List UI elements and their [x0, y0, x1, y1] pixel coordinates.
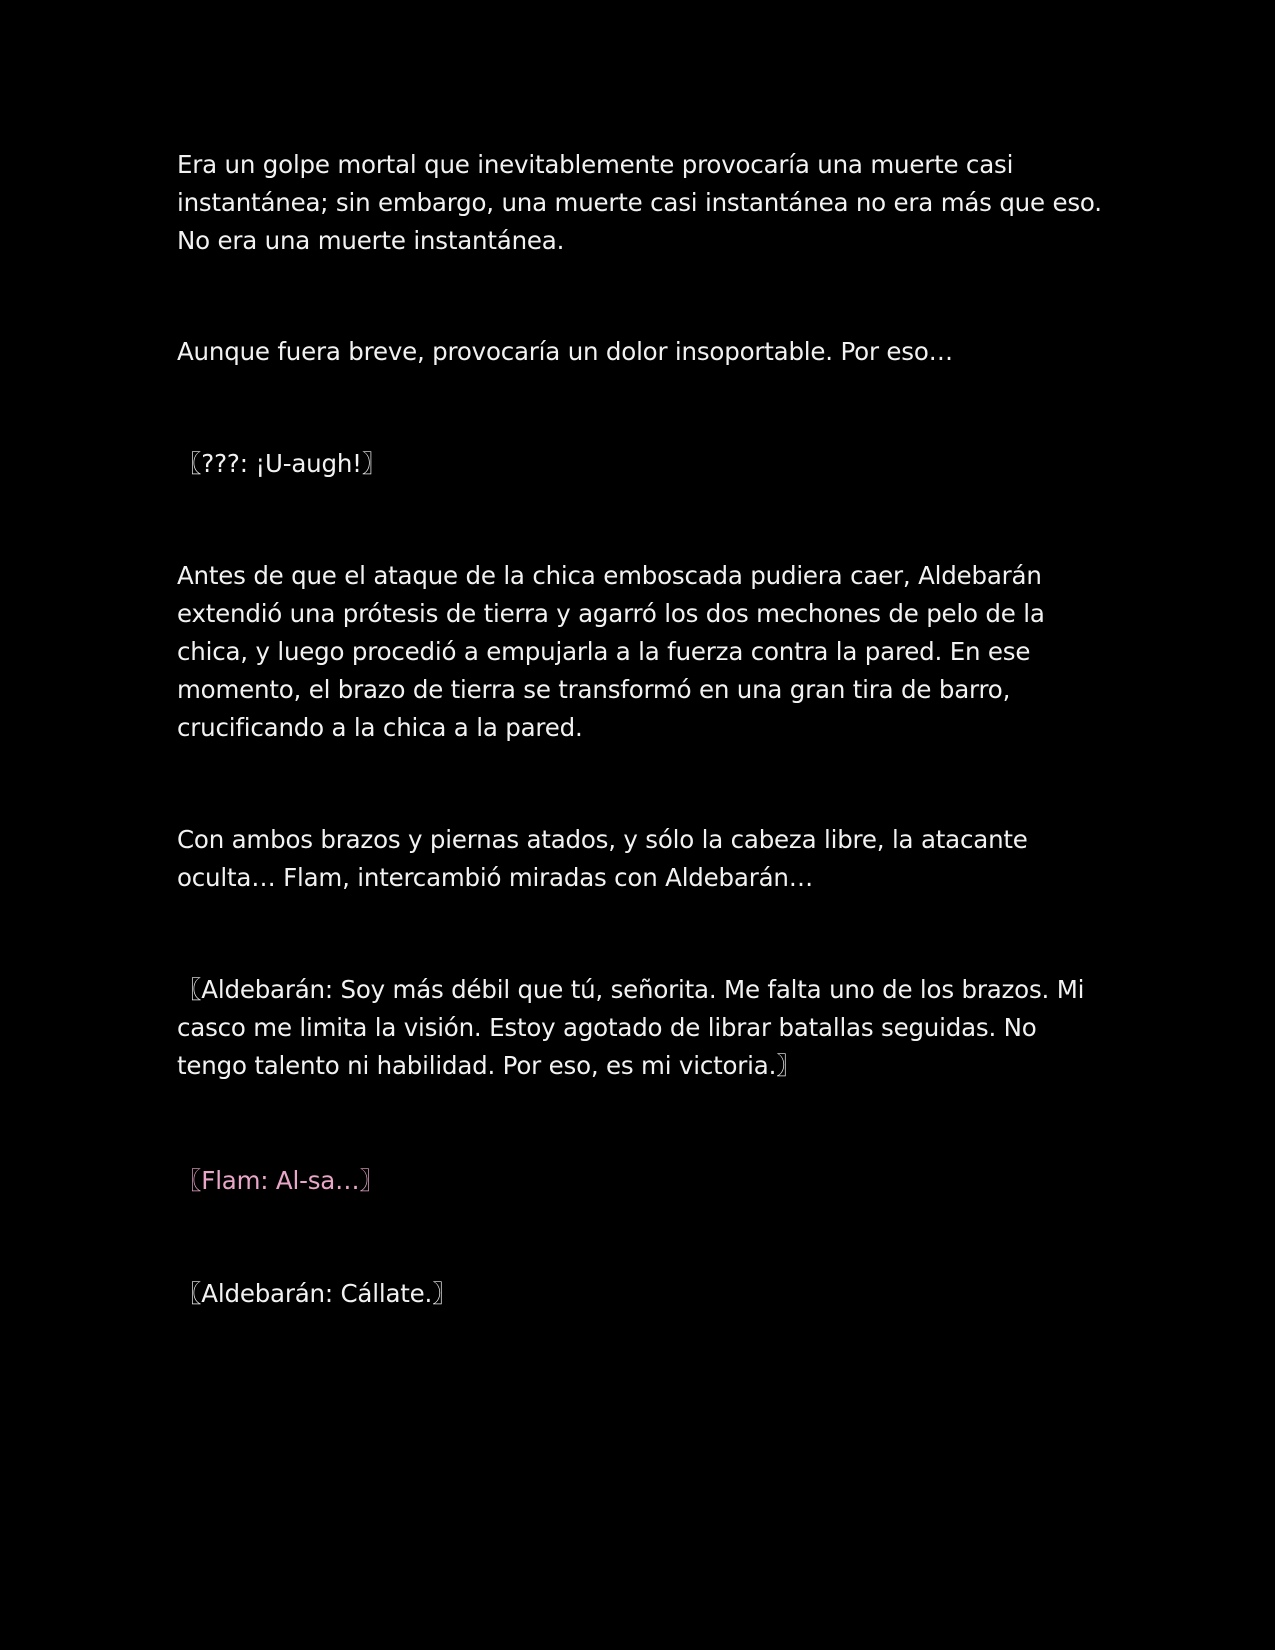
dialogue-aldebaran-shut-up: 〖Aldebarán: Cállate.〗 — [177, 1279, 457, 1308]
paragraph-unbearable-pain: Aunque fuera breve, provocaría un dolor insoportable. Por eso… — [177, 337, 953, 366]
paragraph-mortal-blow: Era un golpe mortal que inevitablemente provocaría una muerte casi instantánea; sin embargo, una muerte casi instantánea no era más que eso. No era una muerte instantánea. — [177, 150, 1102, 255]
paragraph-aldebaran-attack: Antes de que el ataque de la chica emboscada pudiera caer, Aldebarán extendió una prótesis de tierra y agarró los dos mechones de pelo de la chica, y luego procedió a empujarla a la fuerza contra la pared. En ese momento, el brazo de tierra se transformó en una gran tira de barro, crucificando a la chica a la pared. — [177, 561, 1045, 742]
dialogue-flam: 〖Flam: Al-sa…〗 — [177, 1166, 384, 1195]
dialogue-aldebaran-victory: 〖Aldebarán: Soy más débil que tú, señorita. Me falta uno de los brazos. Mi casco me limita la visión. Estoy agotado de librar batallas seguidas. No tengo talento ni habilidad. Por eso, es mi victoria.〗 — [177, 975, 1085, 1080]
dialogue-unknown: 〖???: ¡U-augh!〗 — [177, 449, 387, 478]
paragraph-flam-bound: Con ambos brazos y piernas atados, y sólo la cabeza libre, la atacante oculta… Flam, intercambió miradas con Aldebarán… — [177, 825, 1028, 892]
